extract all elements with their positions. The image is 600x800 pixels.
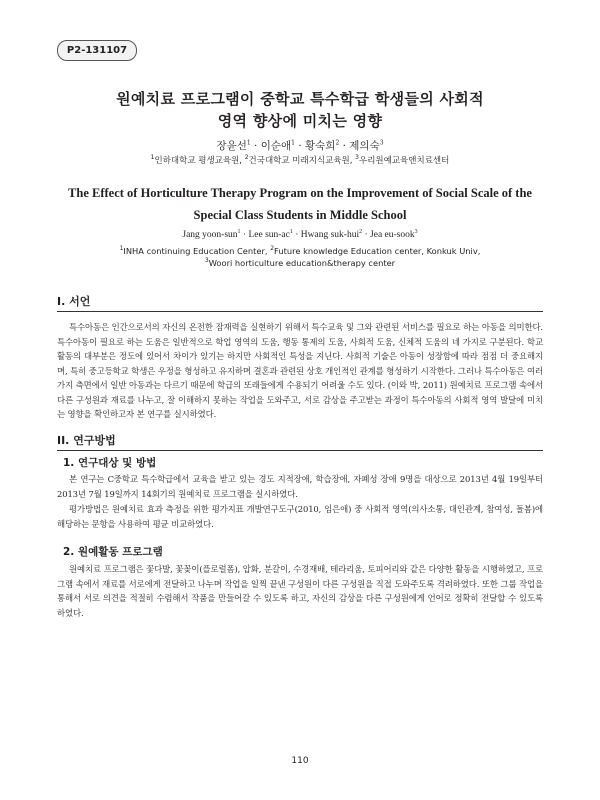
author-superscript: 2 <box>359 228 363 235</box>
affiliation-text: 인하대학교 평생교육원, <box>154 156 245 166</box>
affiliation-superscript: 1 <box>119 245 124 253</box>
author-separator: · <box>362 230 371 240</box>
affiliation-superscript: 3 <box>355 154 359 162</box>
subsection-heading-subjects: 1. 연구대상 및 방법 <box>63 457 157 469</box>
affiliation-superscript: 2 <box>270 245 275 253</box>
author-name: Jang yoon-sun <box>182 230 238 240</box>
section-heading-introduction: I. 서언 <box>57 295 91 308</box>
author-separator: · <box>294 140 305 152</box>
author-separator: · <box>240 230 249 240</box>
introduction-paragraph: 특수아동은 인간으로서의 자신의 온전한 잠재력을 실현하기 위해서 특수교육 및 그와 관련된 서비스를 필요로 하는 아동을 의미한다. 특수아동이 필요로 하는 도움은 일반적으로 학업 영역의 도움, 행동 통제의 도움, 사회적 도움, 신체적 도움의 네 가지로 구분된다. 학교 활동의 대부분은 정도에 있어서 차이가 있기는 하지만 사회적인 특성을 지닌다. 사회적 기술은 아동이 성장함에 따라 점점 더 중요해지며, 특히 중고등학교 학생은 우정을 형성하고 유지하며 결혼과 관련된 상호 개인적인 관계를 형성하기 시작한다. 그러나 특수아동은 여러 가지 측면에서 일반 아동과는 다르기 때문에 학급의 또래들에게 수용되기 어려울 수도 있다. (이와 박, 2011) 원예치료 프로그램 속에서 다른 구성원과 재료를 나누고, 잘 이해하지 못하는 작업을 도와주고, 서로 감상을 주고받는 과정이 특수아동의 사회적 영역 발달에 미치는 영향을 확인하고자 본 연구를 실시하였다. <box>57 322 543 419</box>
page-number: 110 <box>291 756 309 766</box>
author-superscript: 3 <box>379 139 384 147</box>
paper-id-badge: P2-131107 <box>57 40 137 61</box>
author-name: 장윤선 <box>216 140 247 152</box>
authors-korean <box>50 138 550 153</box>
author-superscript: 1 <box>291 139 295 147</box>
author-name: Jea eu-sook <box>370 230 415 240</box>
author-name: 이순애 <box>260 140 292 152</box>
author-name: Hwang suk-hui <box>300 230 360 240</box>
affiliations-english <box>50 245 550 269</box>
affiliation-superscript: 2 <box>244 154 249 162</box>
title-english-line-2: Special Class Students in Middle School <box>193 208 407 222</box>
affiliation-text: Woori horticulture education&therapy center <box>208 258 396 268</box>
program-paragraph: 원예치료 프로그램은 꽃다발, 꽃꽂이(플로럴폼), 압화, 분갈이, 수경재배, 테라리움, 토피어리와 같은 다양한 활동을 시행하였고, 프로그램 속에서 재료를 서로에게 전달하고 나누며 작업을 일찍 끝낸 구성원이 다른 구성원을 직접 도와주도록 격려하였다. 또한 그룹 작업을 통해서 서로 의견을 적절히 수렴해서 작품을 만들어갈 수 있도록 하고, 자신의 감상을 다른 구성원에게 언어로 정확히 전달할 수 있도록 하였다. <box>57 564 543 618</box>
author-name: 황숙희 <box>305 140 336 152</box>
section-divider <box>57 450 543 451</box>
subsection-heading-program: 2. 원예활동 프로그램 <box>63 546 163 558</box>
title-english <box>50 182 550 226</box>
affiliation-text: 우리원예교육앤치료센터 <box>359 156 450 166</box>
evaluation-paragraph: 평가방법은 원예치료 효과 측정을 위한 평가지표 개발연구도구(2010, 임은애) 중 사회적 영역(의사소통, 대인관계, 참여성, 돌봄)에 해당하는 문항을 사용하여 평균 비교하였다. <box>57 504 543 529</box>
author-name: Lee sun-ac <box>248 230 290 240</box>
section-heading-methods: II. 연구방법 <box>57 434 116 447</box>
author-superscript: 1 <box>289 228 293 235</box>
author-separator: · <box>339 140 350 152</box>
affiliation-text: INHA continuing Education Center, <box>123 246 271 256</box>
author-separator: · <box>292 230 301 240</box>
title-english-line-1: The Effect of Horticulture Therapy Program on the Improvement of Social Scale of the <box>68 186 532 200</box>
title-korean-line-1: 원예치료 프로그램이 중학교 특수학급 학생들의 사회적 <box>116 90 484 108</box>
affiliations-english-line-1 <box>50 245 550 257</box>
section-divider <box>57 311 543 312</box>
affiliation-superscript: 3 <box>204 257 209 265</box>
title-korean <box>50 88 550 132</box>
author-superscript: 3 <box>414 228 418 235</box>
affiliation-text: 건국대학교 미래지식교육원, <box>248 156 356 166</box>
affiliation-superscript: 1 <box>150 154 155 162</box>
authors-english <box>50 230 550 240</box>
author-separator: · <box>250 140 261 152</box>
author-superscript: 1 <box>237 228 241 235</box>
author-name: 제의숙 <box>349 140 380 152</box>
affiliation-text: Future knowledge Education center, Konkuk Univ, <box>274 246 481 256</box>
affiliations-korean <box>50 154 550 166</box>
author-superscript: 2 <box>335 139 340 147</box>
subjects-paragraph: 본 연구는 C중학교 특수학급에서 교육을 받고 있는 경도 지적장애, 학습장애, 자폐성 장애 9명을 대상으로 2013년 4월 19일부터 2013년 7월 19일까지 14회기의 원예치료 프로그램을 실시하였다. <box>57 474 543 499</box>
title-korean-line-2: 영역 향상에 미치는 영향 <box>217 112 383 130</box>
affiliations-english-line-2 <box>50 257 550 269</box>
author-superscript: 1 <box>246 139 251 147</box>
